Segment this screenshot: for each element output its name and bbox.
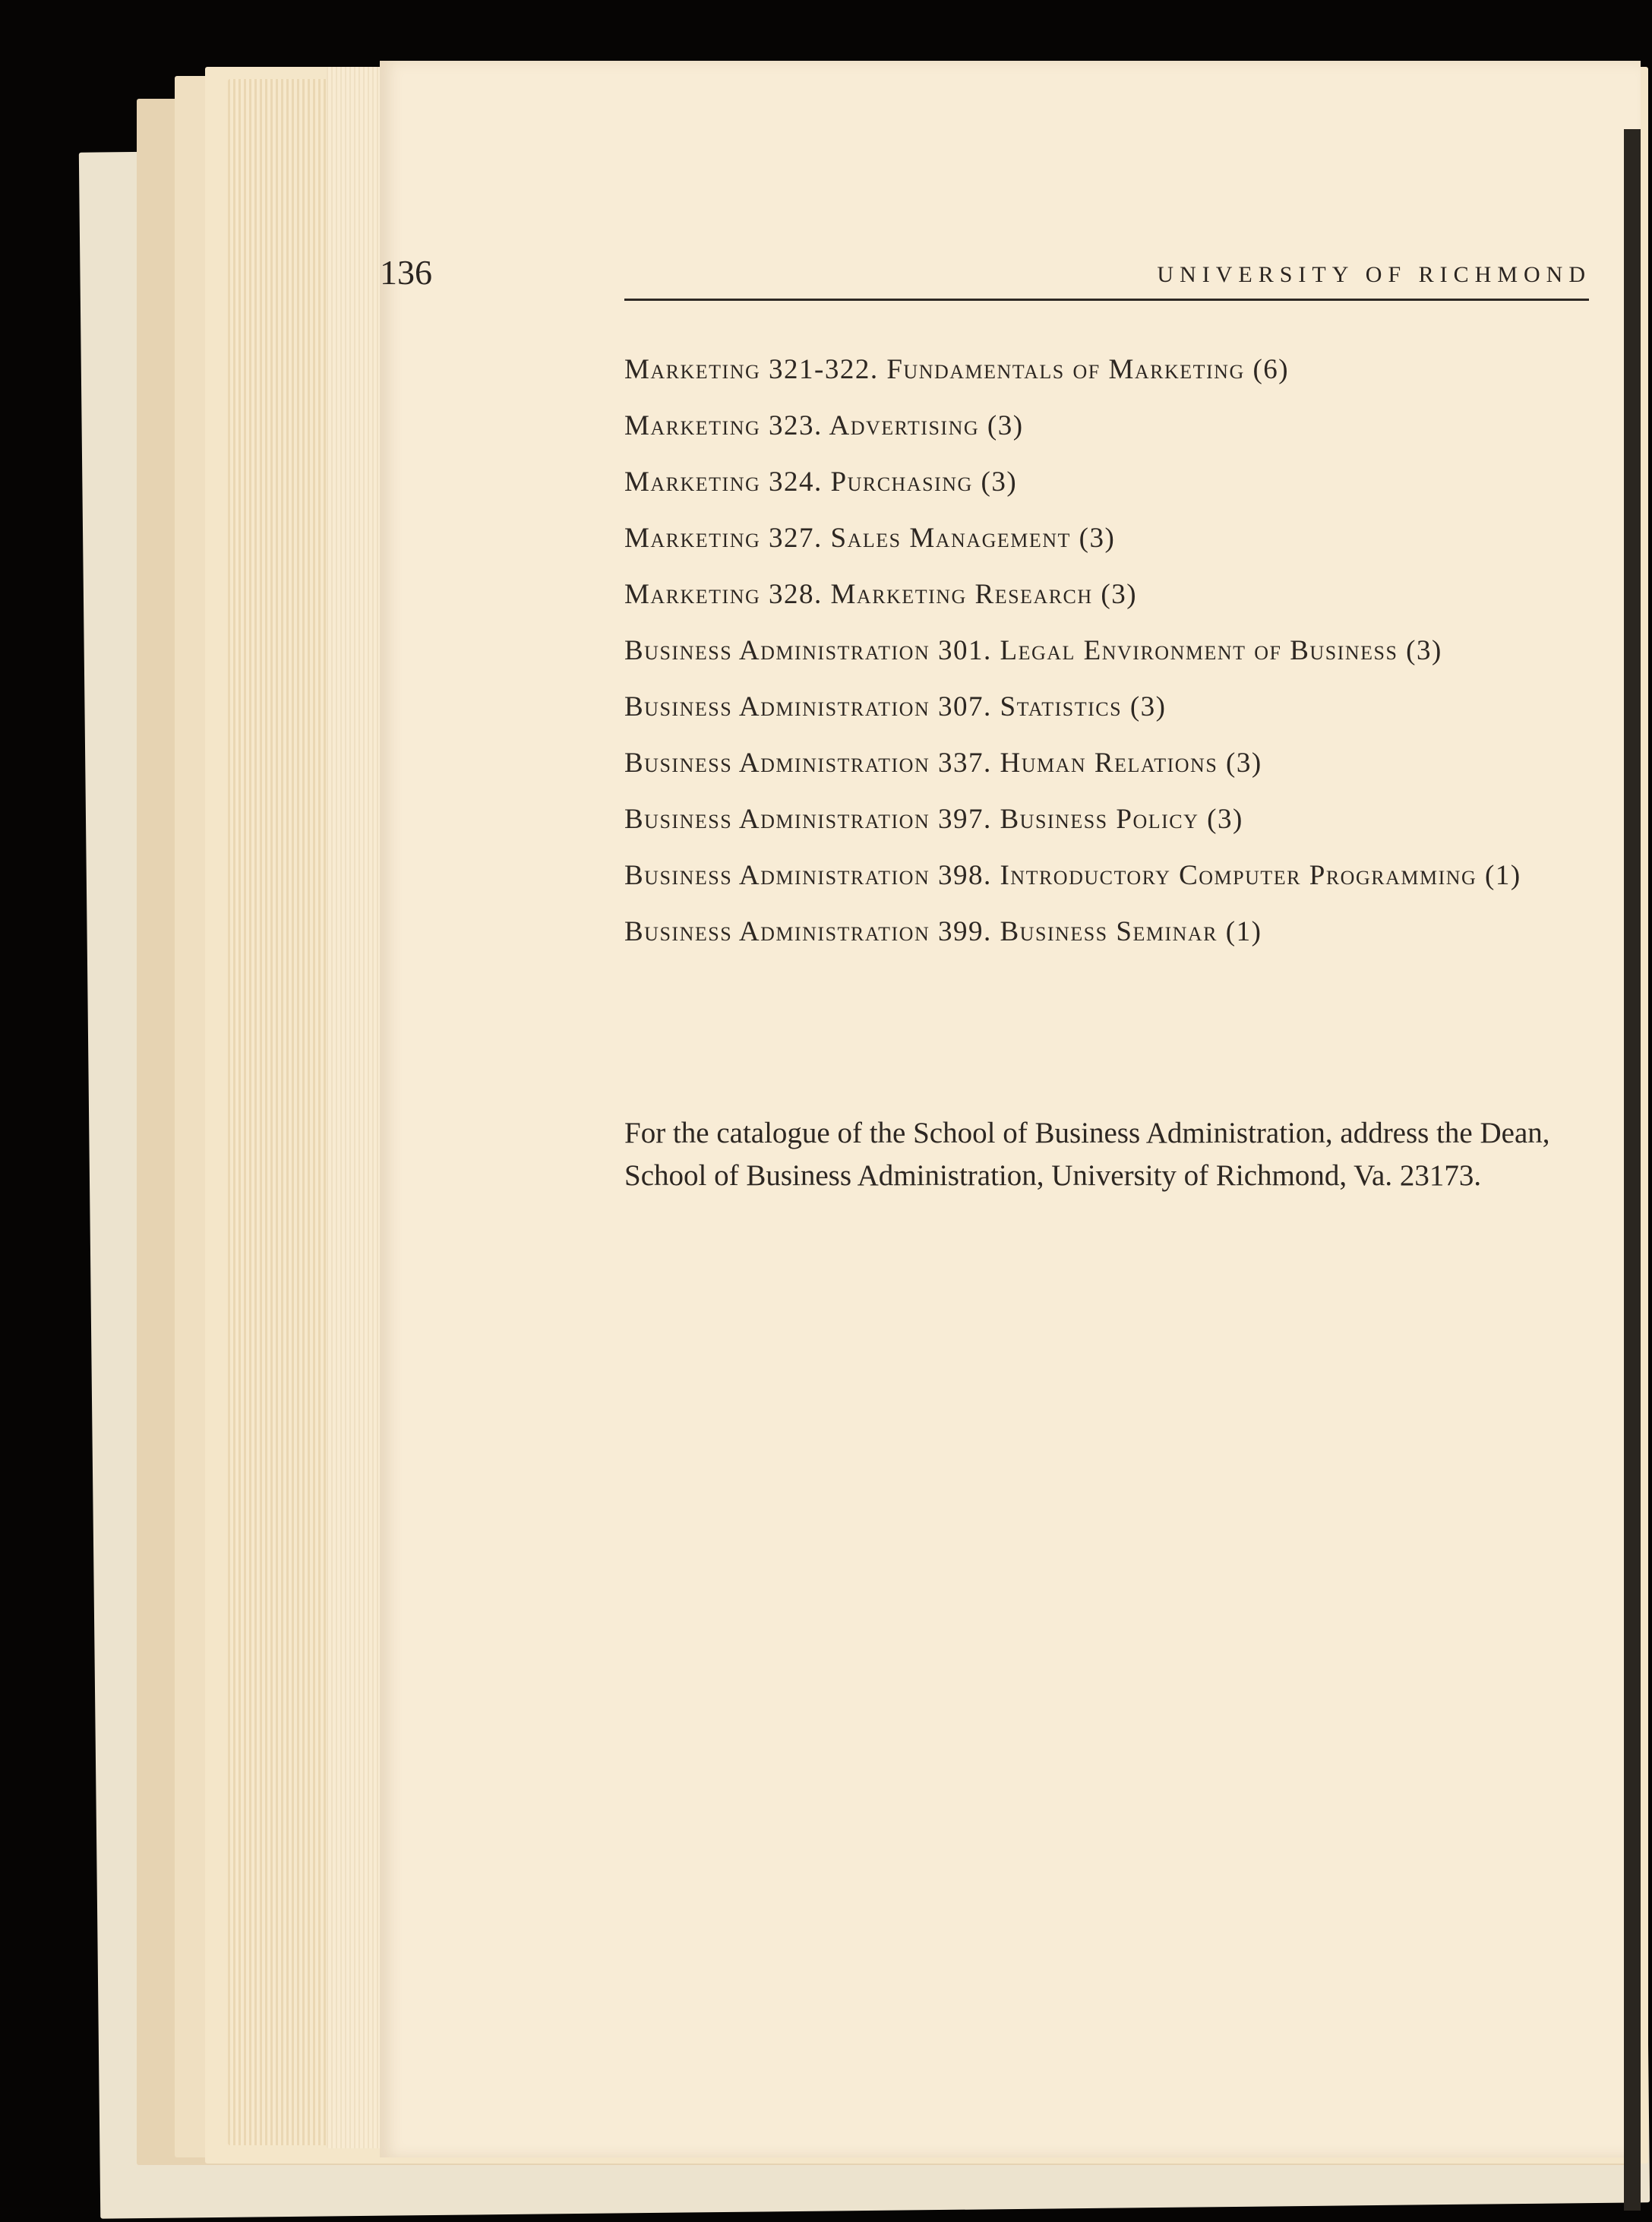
course-list (624, 351, 1589, 969)
course-entry: Marketing 323. Advertising (3) (624, 410, 1024, 441)
course-entry: Marketing 324. Purchasing (3) (624, 466, 1018, 498)
page-right-shadow (1624, 129, 1641, 2211)
course-entry: Business Administration 397. Business Policy (3) (624, 804, 1243, 835)
course-entry: Business Administration 307. Statistics (3) (624, 691, 1167, 722)
course-entry: Business Administration 398. Introductory Computer Programming (1) (624, 860, 1521, 891)
course-entry: Business Administration 337. Human Relations (3) (624, 748, 1262, 779)
course-entry: Marketing 321-322. Fundamentals of Marketing (6) (624, 354, 1290, 385)
catalogue-note: For the catalogue of the School of Business Administration, address the Dean, School of Business Administration, University of Richmond, Va. 23173. (624, 1117, 1550, 1192)
page-number: 136 (380, 253, 432, 292)
page-block-edges (327, 67, 387, 2148)
course-entry: Business Administration 399. Business Seminar (1) (624, 916, 1262, 947)
course-entry: Marketing 327. Sales Management (3) (624, 523, 1116, 554)
header-rule (624, 299, 1589, 301)
course-entry: Marketing 328. Marketing Research (3) (624, 579, 1138, 610)
course-entry: Business Administration 301. Legal Environment of Business (3) (624, 635, 1442, 666)
page-block-edges (228, 79, 334, 2145)
running-head: UNIVERSITY OF RICHMOND (1157, 262, 1591, 287)
